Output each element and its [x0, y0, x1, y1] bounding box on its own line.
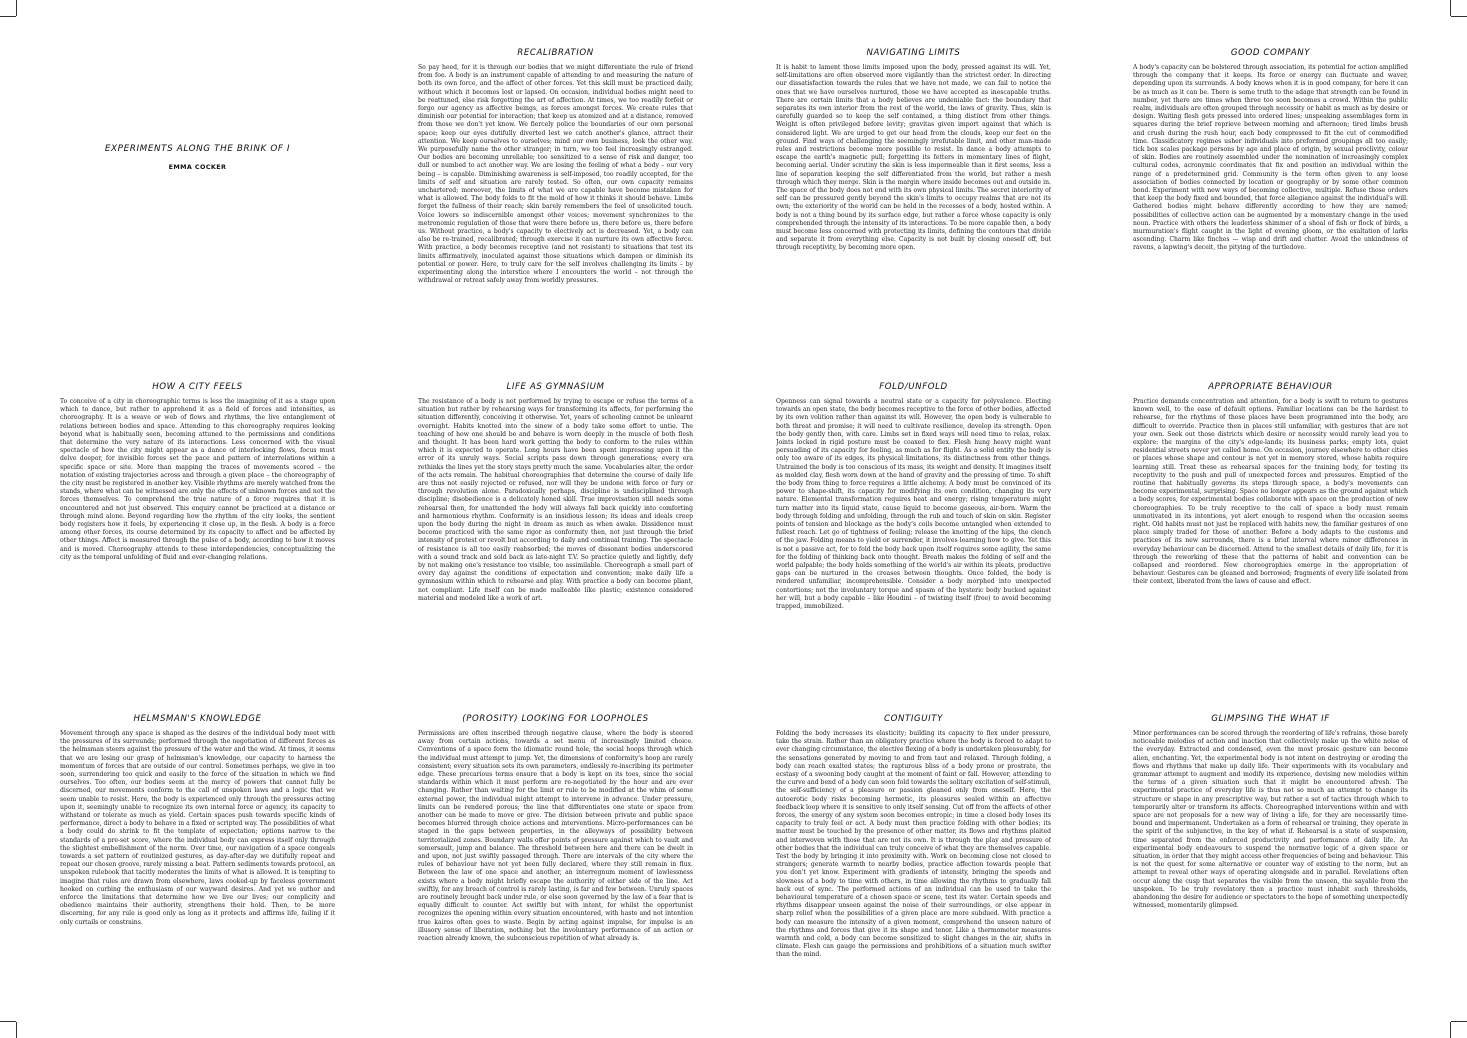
crop-mark-top-left — [16, 0, 17, 16]
crop-mark-bottom-right-h — [1451, 1021, 1467, 1022]
section-title: RECALIBRATION — [517, 48, 594, 58]
section-title: (POROSITY) LOOKING FOR LOOPHOLES — [462, 714, 649, 724]
section-helmsmans-knowledge — [60, 714, 335, 1014]
section-body: The resistance of a body is not performed by trying to escape or refuse the terms of a situation but rather by rehearsing ways for transforming its affects, for performing the situation differently, conceiving it otherwise. Yet, years of schooling cannot be unlearnt overnight. Habits knotted into the sinew of a body take some effort to untie. The teaching of how one should be and behave is worn deeply in the muscle of both flesh and thought. It has been hard work getting the body to conform to the rules within which it is expected to operate. Long hours have been spent impressing upon it the error of its unruly ways. Social scripts pass down through generations; every era rethinks the lines yet the story stays pretty much the same. Vocabularies alter, the order of the acts remain. The habitual choreographies that determine the course of daily life are thus not easily rejected or refused, nor will they be undone with force or fury or through revolution alone. Paradoxically perhaps, discipline is undisciplined through discipline; disobedience is a delicately honed skill. True improvisation still needs some rehearsal then, for unattended the body will always fall back quickly into comforting and harmonious rhythm. Conformity is an insidious lesson; its ideas and ideals creep upon the body during the night in dream as much as when awake. Dissidence must become practiced with the same rigor as conformity then, not just through the brief intensity of protest or revolt but according to daily and continual training. The spectacle of resistance is all too easily reabsorbed; the moves of dissonant bodies underscored with a sound track and sold back as late-night T.V. So practice quietly and lightly, defy by not making one's resistance too visible, too assimilable. Choreograph a small part of every day against the conditions of expectation and convention; make daily life a gymnasium within which to rehearse and play. With practice a body can become pliant, not compliant. Life itself can be made malleable like plastic; existence considered material and modeled like a work of art. — [418, 398, 693, 602]
section-title: FOLD/UNFOLD — [879, 382, 948, 392]
section-recalibration — [418, 48, 693, 340]
section-title: GLIMPSING THE WHAT IF — [1211, 714, 1330, 724]
section-body: It is habit to lament those limits imposed upon the body, pressed against its will. Yet, self-limitations are often observed more vigilantly than the strictest order. In directing our dissatisfaction towards the rules that we have not made, we can fail to notice the ones that we have ourselves nurtured, those we have accepted as inescapable truths. There are certain limits that a body believes are undeniable fact: the boundary that separates its own interior from the rest of the world, the laws of gravity. Thus, skin is carefully guarded so to keep the self contained, a thing distinct from other things. Weight is often privileged before levity; gravitas given import against that which is considered light. We are urged to get our head from the clouds, keep our feet on the ground. Find ways of challenging the seemingly irrefutable limit, and other man-made rules and restrictions become more possible to resist. In dance a body attempts to escape the earth's magnetic pull; forgetting its fetters in momentary lines of flight, becoming aerial. Under scrutiny the skin is less impermeable than it first seems, less a line of separation keeping the self differentiated from the world, but rather a mesh through which they merge. Skin is the margin where inside becomes out and outside in. The space of the body does not end with its own physical limits. The secret interiority of self can be pressured gently beyond the skin's limits to occupy realms that are not its own; the exteriority of the world can be held in the recesses of a body, hosted within. A body is not a thing bound by its surface edge, but rather a force whose capacity is only comprehended through the intensity of its interactions. To be more capable then, a body must become less concerned with protecting its limits, defining the contours that divide and separate it from everything else. Capacity is not built by closing oneself off, but through receptivity, by becoming more open. — [776, 64, 1051, 252]
cover-block — [60, 144, 335, 171]
crop-mark-top-left-h — [0, 16, 16, 17]
cover-author: EMMA COCKER — [168, 163, 227, 171]
section-porosity-looking-for-loopholes — [418, 714, 693, 1014]
section-body: Permissions are often inscribed through negative clause, where the body is steered away from certain actions, towards a set menu of increasingly limited choice. Conventions of a space form the idiomatic round hole, the social hoops through which the individual must attempt to jump. Yet, the dimensions of conformity's hoop are rarely consistent; every situation sets its own parameters, endlessly re-inscribing its perimeter edge. These precarious terms ensure that a body is kept on its toes, since the social standards within which it must perform are re-negotiated by the hour and are ever changing. Rather than waiting for the limit or rule to be modified at the whim of some external power, the individual might attempt to intervene in advance. Under pressure, limits can be rendered porous; the line that differentiates one state or space from another can be made to move or give. The division between private and public space becomes blurred through choice actions and interventions. Micro-performances can be staged in the gaps between properties, in the alleyways of possibility between territorialized zones. Boundary walls offer points of pressure against which to vault and somersault, jump and balance. The threshold between here and there can be dwelt in and upon, not just swiftly passaged through. There are intervals of the city where the rules of behaviour have not yet been fully declared, where they still remain in flux. Between the law of one space and another, an interregnum moment of lawlessness exists where a body might briefly escape the authority of either side of the line. Act swiftly, for any breach of control is rarely lasting, is far and few between. Unruly spaces are routinely brought back under rule, or else soon governed by the law of a fear that is equally difficult to counter. Act swiftly but with intent, for whilst the opportunist recognizes the opening within every situation encountered, with haste and not intention true kairos often goes to waste. Begin by acting against impulse, for impulse is an illusory sense of liberation, nothing but the involuntary performance of an action or reaction already known, the subconscious repetition of what already is. — [418, 730, 693, 943]
crop-mark-bottom-left-h — [0, 1021, 16, 1022]
section-title: APPROPRIATE BEHAVIOUR — [1208, 382, 1333, 392]
section-title: CONTIGUITY — [884, 714, 943, 724]
section-fold-unfold — [776, 382, 1051, 680]
section-how-a-city-feels — [60, 382, 335, 680]
section-appropriate-behaviour — [1133, 382, 1408, 680]
section-body: Openness can signal towards a neutral state or a capacity for polyvalence. Electing towards an open state, the body becomes receptive to the force of other bodies, affected by its own volition rather than against its will. However, the open body is vulnerable to both threat and promise; it will need to cultivate resilience, develop its strength. Open the body gently then, with care. Limbs set in fixed ways will need time to relax, relax. Joints locked in rigid posture must be coaxed to flex. Flesh hung heavy might want persuading of its capacity for feeling, as much as for flight. As a solid entity the body is only too aware of its edges, its physical limitations, its distinctness from other things. Untrained the body is too conscious of its mass, its weight and density. It imagines itself as molded clay, flesh worn down at the hand of gravity and the pressing of time. To shift the body from thing to force requires a little alchemy. A body must be convinced of its power to shape-shift, its capacity for modifying its own condition, changing its very nature. Elemental transformation requires heat and energy; rising temperature might turn matter into its liquid state, cause liquid to become gaseous, air-born. Warm the body through folding and unfolding, through the rub and touch of skin on skin. Register points of tension and blockage as the body's coils become untangled when extended to fullest reach. Let go of tightness of feeling; release the knotting of the hips, the clench of the jaw. Folding means to yield or surrender, it involves learning how to give. Yet this is not a passive act, for to fold the body back upon itself requires some agility, the same for the folding of thinking back onto thought. Breath makes the folding of self and the world palpable; the body holds something of the world's air within its pleats, productive gaps can be nurtured in the creases between thoughts. Once folded, the body is rendered unfamiliar, incomprehensible. Consider a body morphed into unexpected contortions; not the involuntary torque and spasm of the hysteric body bucked against her will, but a body capable – like Houdini – of twisting itself (free) to avoid becoming trapped, immobilized. — [776, 398, 1051, 611]
section-good-company — [1133, 48, 1408, 340]
section-title: HOW A CITY FEELS — [152, 382, 243, 392]
section-body: A body's capacity can be bolstered through association, its potential for action amplified through the company that it keeps. Its force or energy can fluctuate and waver, depending upon its surrounds. A body knows when it is in good company, for here it can be as much as it can be. There is some truth to the adage that strength can be found in number, yet there are times when three too soon becomes a crowd. Within the public realm, individuals are often grouped through necessity or habit as much as by desire or design. Waiting flesh gets pressed into ordered lines; unspeaking assemblages form in squares during the brief reprieve between morning and afternoon; tired limbs brush and crush during the rush hour, each body compressed to fit the cut of commodified time. Classificatory regimes usher individuals into preformed groupings all too easily; tick box scales package persons by age and place of origin, by sexual proclivity, colour of skin. Bodies are routinely assembled under the nomination of increasingly complex cultural codes, acronymic coordinates that fix and position an individual within the range of a predetermined grid. Community is the term often given to any loose association of bodies connected by location or geography or by some other common bond. Experiment with new ways of becoming collective, multiple. Refuse those orders that keep the body fixed and bounded, that force allegiance against the individual's will. Gathered bodies might behave differently according to how they are named; possibilities of collective action can be augmented by a momentary change in the used noun. Practice with others the leaderless shimmer of a shoal of fish or flock of birds, a murmuration's flight caught in the light of evening gloom, or the exaltation of larks ascending. Charm like finches — wisp and drift and chatter. Avoid the unkindness of ravens, a lapwing's deceit, the pitying of the turtledove. — [1133, 64, 1408, 252]
section-title: LIFE AS GYMNASIUM — [506, 382, 605, 392]
section-body: Folding the body increases its elasticity; building its capacity to flex under pressure, take the strain. Rather than an obligatory practice where the body is forced to adapt to ever changing circumstance, the elective flexing of a body is undertaken pleasurably, for the sensations generated by moving to and from taut and relaxed. Through folding, a body can reach exalted states; the rapturous bliss of a body prone or prostrate, the ecstasy of a swooning body caught at the moment of faint or fall. However, attending to the curve and bend of a body can soon fold towards the solitary excitation of self-stimuli, the self-sufficiency of a pleasure or passion gleaned only from oneself. Here, the autoerotic body risks becoming hermetic, its pleasures sealed within an affective feedback loop where it is sensitive to only itself sensing. Cut off from the affects of other forces, the energy of any system soon becomes entropic; in time a closed body loses its capacity to truly feel or act. A body must then practice folding with other bodies; its matter must be touched by the presence of other matter, its flows and rhythms plaited and interwoven with those that are not its own. It is through the play and pressure of other bodies that the individual can truly conceive of what they are themselves capable. Test the body by bringing it into proximity with. Work on becoming close not closed to strangers; generate warmth to nearby bodies, practice affection towards people that you don't yet know. Experiment with gradients of intensity, bringing the speeds and slowness of a body to time with others, in time allowing the rhythms to gradually fall back out of sync. The performed actions of an individual can be used to take the behavioural temperature of a chosen space or scene, test its water. Certain speeds and rhythms disappear unseen against the noise of their surroundings, or else appear in sharp relief when the possibilities of a given place are more subdued. With practice a body can measure the intensity of a given moment, comprehend the unseen nature of the rhythms and forces that give it its shape and tenor. Like a thermometer measures warmth and cold, a body can become sensitized to slight changes in the air, shifts in climate. Flesh can gauge the permissions and prohibitions of a situation much swifter than the mind. — [776, 730, 1051, 959]
section-body: Practice demands concentration and attention, for a body is swift to return to gestures known well, to the ease of default options. Familiar locations can be the hardest to rehearse, for the rhythms of these places have been programmed into the body, are difficult to override. Practice then in places still unfamiliar, with gestures that are not your own. Seek out those districts which desire or necessity would rarely lead you to explore: the margins of the city's edge-lands; its business parks; empty lots, quiet residential streets never yet called home. On occasion, journey elsewhere to other cities or places whose shape and contour is not yet in memory stored, whose habits require learning still. Treat these as rehearsal spaces for the training body, for testing its receptivity to the push and pull of unexpected forces and pressures. Emptied of the routine that habitually governs its steps through space, a body's movements can become experimental, surprising. Space no longer appears as the ground against which a body scores, for experimental bodies collaborate with space on the production of new choreographies. To be truly receptive to the call of space a body must remain unmotivated in its intentions, yet alert enough to respond when the occasion seems right. Old habits must not just be replaced with habits new, the familiar gestures of one place simply traded for those of another. Before a body adapts to the customs and practices of its new surrounds, there is a brief interval where minor differences in everyday behaviour can be discerned. Attend to the smallest details of daily life, for it is through the reworking of these that the patterns of habit and convention can be collapsed and reordered. New choreographies emerge in the appropriation of behaviour. Gestures can be gleaned and borrowed; fragments of every life isolated from their context, liberated from the laws of cause and effect. — [1133, 398, 1408, 586]
section-body: So pay heed, for it is through our bodies that we might differentiate the rule of friend from foe. A body is an instrument capable of attending to and measuring the nature of both its own force, and the affect of other forces. Yet this skill must be practiced daily, without which it becomes lost or lapsed. On occasion, individual bodies might need to be reattuned, else risk forgetting the art of affection. At times, we too readily forfeit or forgo our agency as affective beings, as forces amongst forces. We create rules that diminish our potential for interaction; that keep us atomized and at a distance, removed from those we don't yet know. We fiercely police the boundaries of our own personal space; keep our eyes dutifully diverted lest we catch another's glance, attract their attention. We keep ourselves to ourselves; mind our own business, look the other way. We purposefully name the other stranger; in turn, we too feel increasingly estranged. Our bodies are becoming unreliable; too sensitized to a sense of risk and danger, too dull or numbed to act another way. We are losing the feeling of what a body – our very being – is capable. Diminishing awareness is self-imposed, too readily accepted, for the limits of self and situation are rarely tested. So often, our own capacity remains unchartered; moreover, the limits of what we are capable have become mistaken for what is allowed. The body folds to fit the mold of how it thinks it should behave. Limbs forget the fullness of their reach; skin barely remembers the feel of unsolicited touch. Voice lowers so indiscernible amongst other voices; movement synchronizes to the metronomic regulation of those that were there before us, there before us, there before us. Without practice, a body's capacity to electively act is decreased. Yet, a body can also be re-trained, recalibrated; through exercise it can nurture its own affective force. With practice, a body becomes receptive (and not resistant) to situations that test its limits affirmatively, inoculated against those situations which dampen or diminish its potential or power. Here, to truly care for the self involves challenging its limits – by experimenting along the interstice where I encounters the world – not through the withdrawal or retreat safely away from worldly pressures. — [418, 64, 693, 285]
section-title: NAVIGATING LIMITS — [866, 48, 961, 58]
section-body: Movement through any space is shaped as the desires of the individual body meet with the pressures of its surrounds; performed through the negotiation of different forces as the helmsman steers against the pressure of the water and the wind. At times, it seems that we are losing our grasp of helmsman's knowledge, our capacity to harness the momentum of forces that are outside of our control. Sometimes perhaps, we give in too soon, surrendering too quick and easily to the force of the situation in which we find ourselves. Too often, our bodies seem at the mercy of powers that cannot fully be discerned, our movements conform to the call of unspoken laws and a logic that we seem unable to resist. Here, the body is experienced only through the pressures acting upon it, seemingly unable to recognize its own internal force or agency, its capacity to withstand or tolerate as much as yield. Certain spaces push towards specific kinds of performance, direct a body to behave in a fixed or scripted way. The possibilities of what a body could do shrink to fit the template of expectation; options narrow to the standards of a pre-set score, where the individual body can express itself only through the slightest embellishment of the norm. Over time, our navigation of a space congeals towards a set pattern of routinized gestures, as day-after-day we dutifully repeat and repeat our chosen groove, rarely missing a beat. Pattern sediments towards protocol, an unspoken rulebook that tacitly moderates the limits of what is allowed. It is tempting to imagine that rules are drawn from elsewhere, laws cooked-up by faceless government hooked on curbing the enthusiasm of our wayward desires. And yet we author and enforce the limitations that determine how we live our lives; our complicity and obedience maintains their authority, strengthens their hold. Then, to be more discerning, for any rule is good only as long as it protects and affirms life, failing if it only curtails or constrains. — [60, 730, 335, 926]
crop-mark-bottom-left — [16, 1022, 17, 1038]
section-glimpsing-the-what-if — [1133, 714, 1408, 1014]
section-body: To conceive of a city in choreographic terms is less the imagining of it as a stage upon which to dance, but rather to apprehend it as a field of forces and intensities, as choreography. It is a weave or web of flows and rhythms, the live entanglement of relations between bodies and space. Attending to this choreography requires looking beyond what is habitually seen, becoming attuned to the permissions and conditions that determine the very nature of its interactions. Less concerned with the visual spectacle of how the city might appear as a dance of interlocking flows, focus must delve deeper, for invisible forces set the pace and pattern of interrelations within a specific space or site. More than mapping the traces of movements scored – the notation of existing trajectories across and through a given place – the choreography of the city must be registered in another key. Visible rhythms are merely watched from the stands, where what can be witnessed are only the effects of unknown forces and not the forces themselves. To comprehend the true nature of a force requires that it is encountered and not just observed. This enquiry cannot be practiced at a distance or through mind alone. Beyond regarding how the rhythm of the city looks, the sentient body registers how it feels, by experiencing it close up, in the flesh. A body is a force among other forces, its course determined by its capacity to affect and be affected by other things. Affect is measured through the pulse of a body, according to how it moves and is moved. Choreography attends to these interdependencies, conceptualizing the city as the temporal unfolding of fluid and ever-changing relations. — [60, 398, 335, 561]
section-life-as-gymnasium — [418, 382, 693, 680]
section-contiguity — [776, 714, 1051, 1014]
section-body: Minor performances can be scored through the reordering of life's refrains, those barely noticeable melodies of action and inaction that collectively make up the white noise of the everyday. Extracted and condensed, even the most prosaic gesture can become alien, enchanting. Yet, the experimental body is not intent on destroying or eroding the flows and rhythms that make up daily life. Their experiments with its vocabulary and grammar attempt to augment and modify its experience, devising new melodies within the terms of a given situation such that it might be encountered afresh. The experimental practice of everyday life is thus not so much an attempt to change its structure or shape in any prescriptive way, but rather a set of tactics through which to temporarily alter or transform its affects. Choreographed interventions within and with space are not proposals for a new way of living a life, for they are necessarily time-bound and impermanent. Undertaken as a form of rehearsal or training, they operate in the spirit of the subjunctive, in the key of what if. Rehearsal is a state of suspension, time separated from the enforced productivity and performance of daily life. An experimental body endeavours to suspend the normative logic of a given space or situation, in order that they might access other frequencies of being and behaviour. This is not the quest for some alternative or counter way of existing to the norm, but an attempt to reveal other ways of operating alongside and in parallel. Revelations often occur along the cusp that separates the visible from the unseen, the sayable from the unspoken. To be truly revelatory then a practice must inhabit such thresholds, abandoning the desire for audience or spectators to the hope of something unexpectedly witnessed, momentarily glimpsed. — [1133, 730, 1408, 910]
section-navigating-limits — [776, 48, 1051, 340]
section-title: HELMSMAN'S KNOWLEDGE — [133, 714, 262, 724]
cover-title: EXPERIMENTS ALONG THE BRINK OF I — [104, 144, 291, 154]
crop-mark-top-right — [1450, 0, 1451, 16]
crop-mark-top-right-h — [1451, 16, 1467, 17]
crop-mark-bottom-right — [1450, 1022, 1451, 1038]
section-title: GOOD COMPANY — [1230, 48, 1311, 58]
